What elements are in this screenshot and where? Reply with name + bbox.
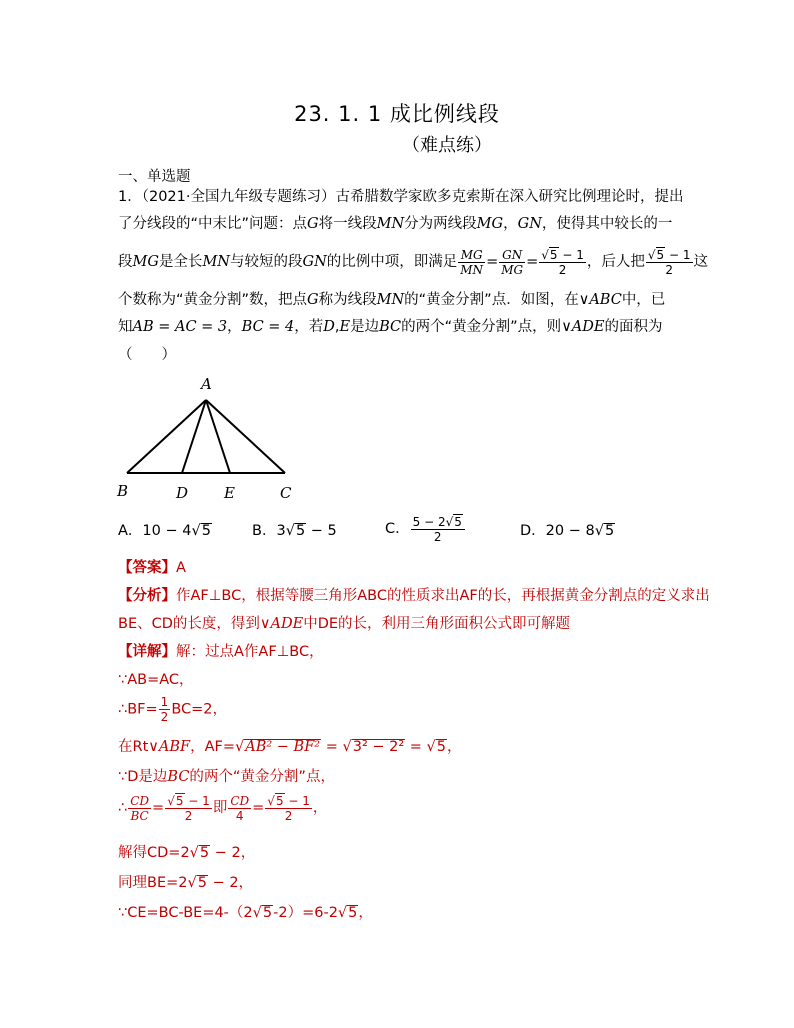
label-a: A: [201, 375, 212, 393]
label-b: B: [117, 482, 129, 500]
detail-step-8: ∵CE=BC-BE=4-（2√5-2）=6-2√5，: [118, 905, 373, 921]
label-d: D: [176, 484, 189, 502]
fraction-golden-1: $\frac{√5 - 1}{2}$: [541, 248, 584, 277]
detail-step-6: 解得CD=2√5 − 2，: [118, 845, 256, 861]
option-c: C． $\frac{5 - 2√5}{2}$: [385, 514, 466, 544]
question-number: 1．: [118, 189, 142, 205]
label-c: C: [280, 484, 292, 502]
question-line-3: 段MG是全长MN与较短的段GN的比例中项，即满足 $\frac{MG}{MN}$ = $\frac{GN}{MG}$ = $\frac{√5 - 1}{2}$ ，后人把 $\frac{√5 - 1}{2}$ 这: [118, 247, 708, 277]
question-line-5: 知AB = AC = 3，BC = 4，若D,E是边BC的两个“黄金分割”点，则∨ADE的面积为: [118, 319, 663, 335]
label-e: E: [224, 484, 235, 502]
page-title: 23. 1. 1 成比例线段: [294, 102, 500, 126]
detail-step-5: ∴ $\frac{CD}{BC}$ = $\frac{√5 - 1}{2}$ 即 $\frac{CD}{4}$ = $\frac{√5 - 1}{2}$ ，: [118, 793, 328, 823]
section-heading: 一、单选题: [118, 169, 191, 185]
question-line-2: 了分线段的“中末比”问题：点G将一线段MN分为两线段MG，GN，使得其中较长的一: [118, 216, 673, 232]
detail-step-1: ∵AB=AC，: [118, 672, 194, 688]
analysis-line-1: 【分析】作AF⊥BC，根据等腰三角形ABC的性质求出AF的长，再根据黄金分割点的定义求出: [118, 588, 710, 604]
fraction-golden-2: $\frac{√5 - 1}{2}$: [647, 248, 691, 277]
question-line-1: 1．（2021·全国九年级专题练习）古希腊数学家欧多克索斯在深入研究比例理论时，提出: [118, 189, 684, 205]
detail-step-2: ∴BF= $\frac{1}{2}$ BC=2，: [118, 695, 228, 724]
analysis-line-2: BE、CD的长度，得到∨ADE中DE的长，利用三角形面积公式即可解题: [118, 616, 571, 632]
option-d: D．20 − 8√5: [520, 523, 615, 539]
detail-step-7: 同理BE=2√5 − 2，: [118, 875, 254, 891]
question-source: （2021·全国九年级专题练习）: [141, 189, 336, 205]
fraction-mg-mn: $\frac{MG}{MN}$: [460, 247, 484, 277]
question-line-4: 个数称为“黄金分割”数，把点G称为线段MN的“黄金分割”点．如图，在∨ABC中，已: [118, 292, 666, 308]
triangle-figure: [110, 372, 310, 502]
page-subtitle: （难点练）: [402, 135, 492, 156]
option-b: B．3√5 − 5: [252, 523, 337, 539]
detail-step-3: 在Rt∨ABF，AF=√AB² − BF² = √3² − 2² = √5，: [118, 739, 462, 755]
option-a: A．10 − 4√5: [118, 523, 211, 539]
answer-line: 【答案】A: [118, 560, 186, 576]
detail-step-4: ∵D是边BC的两个“黄金分割”点，: [118, 769, 335, 785]
answer-blank: （ ）: [118, 347, 176, 363]
fraction-gn-mg: $\frac{GN}{MG}$: [501, 247, 524, 277]
detail-intro: 【详解】解：过点A作AF⊥BC，: [118, 644, 324, 660]
